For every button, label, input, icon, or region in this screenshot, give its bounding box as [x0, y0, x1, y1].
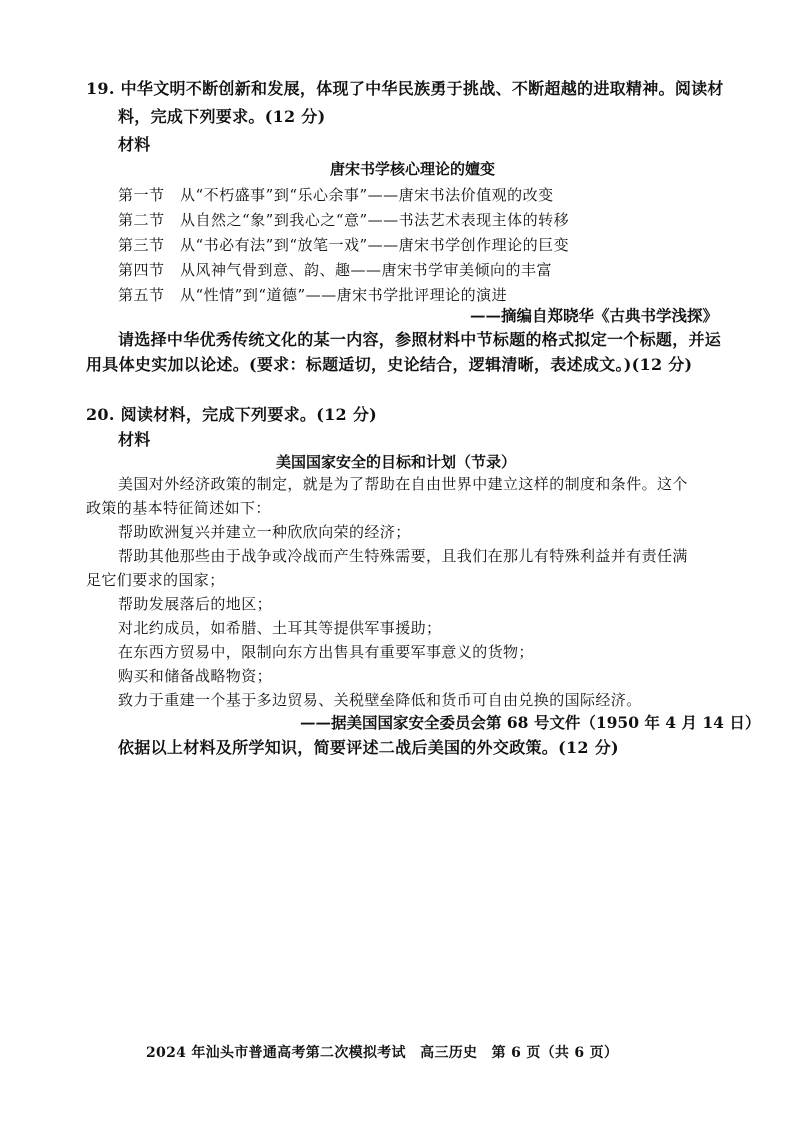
q19-prompt-line2: 料，完成下列要求。(12 分) [118, 107, 326, 126]
q19-source: ——摘编自郑晓华《古典书学浅探》 [470, 306, 719, 325]
q19-prompt-line1 [86, 78, 724, 100]
q20-intro-line2: 政策的基本特征简述如下： [86, 499, 271, 517]
q19-section-4-text: 从风神气骨到意、韵、趣——唐宋书学审美倾向的丰富 [180, 261, 553, 279]
q20-number: 20. [86, 405, 115, 424]
q19-section-1 [118, 184, 554, 206]
q19-task-line1: 请选择中华优秀传统文化的某一内容，参照材料中节标题的格式拟定一个标题，并运 [118, 330, 722, 349]
q20-doc-title: 美国国家安全的目标和计划（节录） [276, 453, 517, 471]
q20-item-6: 购买和储备战略物资； [118, 667, 273, 685]
q20-task: 依据以上材料及所学知识，简要评述二战后美国的外交政策。(12 分) [118, 738, 619, 757]
q20-item-7: 致力于重建一个基于多边贸易、关税壁垒降低和货币可自由兑换的国际经济。 [118, 691, 642, 709]
q19-section-5-label: 第五节 [118, 286, 165, 304]
q19-section-5 [118, 284, 507, 306]
q19-material-label: 材料 [118, 135, 151, 154]
q19-section-1-text: 从“不朽盛事”到“乐心余事”——唐宋书法价值观的改变 [180, 186, 554, 204]
q19-section-3 [118, 234, 569, 256]
q20-item-4: 对北约成员，如希腊、土耳其等提供军事援助； [118, 619, 442, 637]
q20-item-2: 帮助其他那些由于战争或冷战而产生特殊需要，且我们在那儿有特殊利益并有责任满 [118, 547, 688, 565]
q20-source: ——据美国国家安全委员会第 68 号文件（1950 年 4 月 14 日） [300, 713, 761, 732]
q20-item-2-cont: 足它们要求的国家； [86, 571, 225, 589]
q20-material-label: 材料 [118, 430, 151, 449]
q19-section-4 [118, 259, 552, 281]
q19-section-2-label: 第二节 [118, 211, 165, 229]
page-footer: 2024 年汕头市普通高考第二次模拟考试 高三历史 第 6 页（共 6 页） [146, 1045, 619, 1061]
q19-section-3-label: 第三节 [118, 236, 165, 254]
q20-item-3: 帮助发展落后的地区； [118, 595, 273, 613]
q20-item-5: 在东西方贸易中，限制向东方出售具有重要军事意义的货物； [118, 643, 534, 661]
q19-number: 19. [86, 79, 115, 98]
q19-section-2-text: 从自然之“象”到我心之“意”——书法艺术表现主体的转移 [180, 211, 570, 229]
q19-section-4-label: 第四节 [118, 261, 165, 279]
q19-section-5-text: 从“性情”到“道德”——唐宋书学批评理论的演进 [180, 286, 508, 304]
q19-task-line2: 用具体史实加以论述。(要求：标题适切，史论结合，逻辑清晰，表述成文。)(12 分) [86, 355, 693, 374]
q19-prompt-text1: 中华文明不断创新和发展，体现了中华民族勇于挑战、不断超越的进取精神。阅读材 [120, 79, 724, 98]
q20-prompt [86, 404, 377, 426]
q20-intro-line1: 美国对外经济政策的制定，就是为了帮助在自由世界中建立这样的制度和条件。这个 [118, 475, 688, 493]
q19-table-title: 唐宋书学核心理论的嬗变 [330, 160, 496, 178]
q19-section-3-text: 从“书必有法”到“放笔一戏”——唐宋书学创作理论的巨变 [180, 236, 570, 254]
q20-prompt-text: 阅读材料，完成下列要求。(12 分) [120, 405, 378, 424]
q19-section-1-label: 第一节 [118, 186, 165, 204]
q20-item-1: 帮助欧洲复兴并建立一种欣欣向荣的经济； [118, 523, 411, 541]
q19-section-2 [118, 209, 569, 231]
